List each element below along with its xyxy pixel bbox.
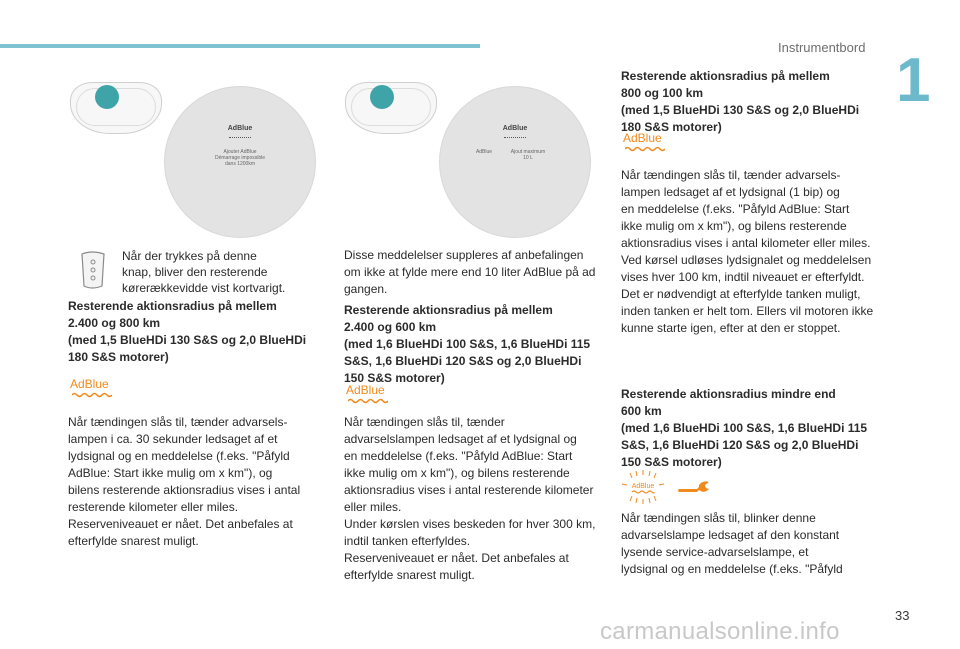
header-accent-bar	[0, 44, 480, 48]
teal-gauge-dot	[95, 85, 119, 109]
col2-heading: Resterende aktionsradius på mellem 2.400 og 600 km (med 1,6 BlueHDi 100 S&S, 1,6 BlueHDi 115 S&S, 1,6 BlueHDi 120 S&S og 2,0 BlueHDi 150 S&S motorer)	[344, 303, 591, 385]
col1-heading: Resterende aktionsradius på mellem 2.400 og 800 km (med 1,5 BlueHDi 130 S&S og 2,0 BlueHDi 180 S&S motorer)	[68, 299, 307, 364]
dashboard-illustration-1	[70, 72, 320, 237]
col3-body-2: Når tændingen slås til, blinker denne advarselslampe ledsaget af den konstant lysende service-advarselslampe, et lydsignal og en meddelelse (f.eks. "Påfyld	[621, 511, 843, 576]
adblue-icon-label: AdBlue	[70, 377, 109, 391]
col3-heading-1: Resterende aktionsradius på mellem 800 og 100 km (med 1,5 BlueHDi 130 S&S og 2,0 BlueHDi 180 S&S motorer)	[621, 69, 860, 134]
teal-gauge-dot	[370, 85, 394, 109]
dial-wave-icon	[504, 134, 526, 138]
adblue-warning-icon	[70, 377, 109, 391]
adblue-flash-label: AdBlue	[631, 483, 655, 490]
adblue-flashing-warning-icon	[620, 470, 666, 504]
col2-body: Når tændingen slås til, tænder advarselslampen ledsaget af et lydsignal og en meddelelse (f.eks. "Påfyld AdBlue: Start ikke mulig om x km"), og bilens resterende aktionsradius vises i antal resterende kilometer eller miles. Under kørslen vises beskeden for hver 300 km, indtil tanken efterfyldes. Reserveniveauet er nået. Det anbefales at efterfylde snarest muligt.	[344, 415, 596, 582]
page-number: 33	[895, 608, 910, 623]
adblue-wave-icon	[72, 392, 112, 398]
section-title: Instrumentbord	[778, 40, 866, 55]
adblue-icon-label: AdBlue	[623, 131, 662, 145]
dial-adblue-logo: AdBlue	[502, 125, 528, 132]
adblue-warning-icon	[623, 131, 662, 145]
dial-message-right: Ajout maximum 10 L	[510, 149, 546, 161]
dial-message-left: AdBlue	[475, 149, 493, 155]
wrench-icon	[677, 478, 713, 496]
display-dial-2	[439, 86, 591, 238]
col2-intro: Disse meddelelser suppleres af anbefalingen om ikke at fylde mere end 10 liter AdBlue på ad gangen.	[344, 248, 596, 296]
dial-wave-icon	[229, 134, 251, 138]
col3-body-1: Når tændingen slås til, tænder advarsels- lampen ledsaget af et lydsignal (1 bip) og en meddelelse (f.eks. "Påfyld AdBlue: Start ikke mulig om x km"), og bilens resterende aktionsradius vises i antal kilometer eller miles. Ved kørsel udløses lydsignalet og meddelelsen vises hver 100 km, indtil niveauet er efterfyldt. Det er nødvendigt at efterfylde tanken muligt, inden tanken er helt tom. Ellers vil motoren ikke kunne starte igen, efter at den er stoppet.	[621, 168, 874, 335]
display-dial-1	[164, 86, 316, 238]
adblue-icon-label: AdBlue	[346, 383, 385, 397]
adblue-wave-icon	[625, 146, 665, 152]
watermark: carmanualsonline.info	[600, 618, 840, 645]
adblue-warning-icon	[346, 383, 385, 397]
dial-adblue-logo: AdBlue	[227, 125, 253, 132]
col1-body: Når tændingen slås til, tænder advarsels- lampen i ca. 30 sekunder ledsaget af et lydsignal og en meddelelse (f.eks. "Påfyld AdBlue: Start ikke mulig om x km"), og bilens resterende aktionsradius vises i antal resterende kilometer eller miles. Reserveniveauet er nået. Det anbefales at efterfylde snarest muligt.	[68, 415, 301, 548]
col3-heading-2: Resterende aktionsradius mindre end 600 km (med 1,6 BlueHDi 100 S&S, 1,6 BlueHDi 115 S&S, 1,6 BlueHDi 120 S&S og 2,0 BlueHDi 150 S&S motorer)	[621, 387, 868, 469]
stalk-button-icon	[76, 250, 110, 290]
dashboard-illustration-2	[345, 72, 595, 237]
adblue-wave-icon	[348, 398, 388, 404]
dial-message: Ajouter AdBlue Démarrage impossible dans 1200km	[214, 149, 266, 167]
button-hint-text: Når der trykkes på denne knap, bliver den resterende kørerækkevidde vist kortvarigt.	[122, 249, 286, 295]
chapter-number: 1	[896, 46, 931, 115]
